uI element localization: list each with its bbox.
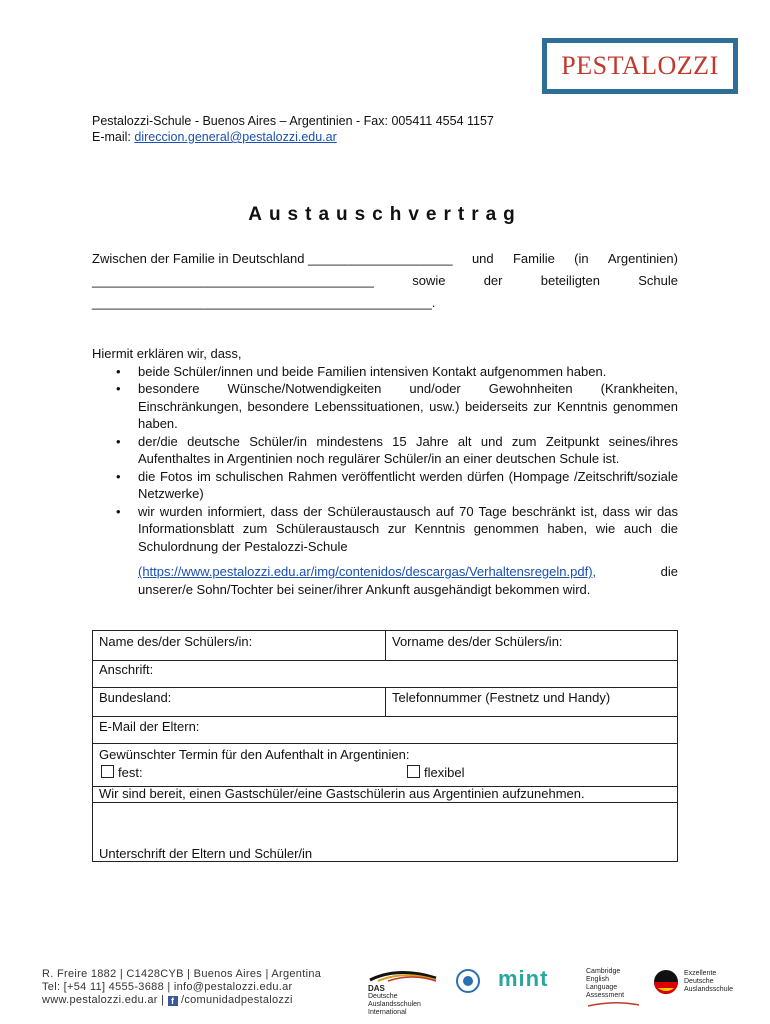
facebook-icon[interactable]: f (168, 996, 178, 1006)
declaration-item: • der/die deutsche Schüler/in mindestens 15 Jahre alt und zum Zeitpunkt seines/ihres Aufenthaltes in Argentinien noch regulärer Schüler/in an einer deutschen Schule ist. (116, 433, 678, 466)
anschrift-field-label[interactable]: Anschrift: (99, 662, 154, 677)
fest-option[interactable] (101, 765, 143, 780)
footer-line: www.pestalozzi.edu.ar | f /comunidadpestalozzi (42, 994, 293, 1006)
intro-text: der (483, 273, 503, 288)
intro-text: sowie (412, 273, 446, 288)
bullet-icon: • (116, 468, 121, 484)
termin-label: Gewünschter Termin für den Aufenthalt in Argentinien: (99, 747, 410, 762)
declaration-section (92, 345, 678, 598)
form-divider (93, 660, 677, 661)
signature-label[interactable]: Unterschrift der Eltern und Schüler/in (99, 846, 313, 861)
intro-text: Familie (512, 251, 555, 266)
intro-text: (in (574, 251, 589, 266)
german-flag-seal-icon (652, 968, 680, 996)
form-column-divider (385, 631, 386, 660)
ref-text: die (660, 564, 678, 579)
cambridge-logo: Cambridge English Language Assessment (586, 968, 641, 1011)
email-label: E-mail: (92, 130, 135, 144)
form-column-divider (385, 687, 386, 716)
footer-line: Tel: [+54 11] 4555-3688 | info@pestalozzi.edu.ar (42, 981, 293, 993)
bullet-icon: • (116, 381, 121, 396)
bullet-icon: • (116, 363, 121, 379)
fest-checkbox[interactable] (101, 765, 114, 778)
intro-line-3: _______________________________________________. (92, 295, 436, 310)
intro-text: und (471, 251, 494, 266)
ref-text: unserer/e Sohn/Tochter bei seiner/ihrer Ankunft ausgehändigt bekommen wird. (138, 581, 591, 597)
declaration-list (92, 363, 678, 556)
header-email-row (92, 129, 494, 145)
emblem-icon (455, 968, 481, 994)
form-divider (93, 802, 677, 803)
email-link[interactable]: direccion.general@pestalozzi.edu.ar (134, 130, 337, 144)
footer-line: R. Freire 1882 | C1428CYB | Buenos Aires | Argentina (42, 968, 322, 980)
flexibel-label: flexibel (424, 765, 465, 780)
host-statement: Wir sind bereit, einen Gastschüler/eine Gastschülerin aus Argentinien aufzunehmen. (99, 786, 585, 801)
name-field-label[interactable]: Name des/der Schülers/in: (99, 634, 253, 649)
flexibel-option[interactable] (407, 765, 464, 780)
form-divider (93, 743, 677, 744)
bundesland-field-label[interactable]: Bundesland: (99, 690, 172, 705)
rules-link[interactable]: (https://www.pestalozzi.edu.ar/img/contenidos/descargas/Verhaltensregeln.pdf), (138, 564, 597, 579)
declaration-item: • besondere Wünsche/Notwendigkeiten und/oder Gewohnheiten (Krankheiten, Einschränkungen, besondere Lebenssituationen, usw.) beiderseits zur Kenntnis genommen haben. (116, 381, 678, 431)
declaration-item: • beide Schüler/innen und beide Familien intensiven Kontakt aufgenommen haben. (116, 363, 607, 379)
intro-blank: _______________________________________ (92, 273, 374, 288)
logo-text: PESTALOZZI (561, 51, 719, 80)
header-address: Pestalozzi-Schule - Buenos Aires – Argentinien - Fax: 005411 4554 1157 (92, 114, 494, 128)
school-header (92, 113, 494, 145)
das-swoosh-icon (368, 968, 438, 982)
declaration-lead: Hiermit erklären wir, dass, (92, 346, 242, 361)
intro-text: beteiligten (540, 273, 601, 288)
vorname-field-label[interactable]: Vorname des/der Schülers/in: (392, 634, 563, 649)
flexibel-checkbox[interactable] (407, 765, 420, 778)
bullet-icon: • (116, 433, 121, 449)
das-logo: DAS Deutsche Auslandsschulen International (368, 968, 438, 1017)
cambridge-swoosh-icon (586, 1000, 641, 1008)
form-divider (93, 716, 677, 717)
exzellente-logo: Exzellente Deutsche Auslandsschule (652, 968, 732, 996)
intro-text: Zwischen der Familie in Deutschland ____________________ (92, 251, 453, 266)
footer-address (42, 968, 321, 1007)
mint-logo: mint (498, 966, 549, 991)
school-emblem-logo (455, 968, 481, 997)
student-form (92, 630, 678, 862)
intro-text: Argentinien) (607, 251, 678, 266)
telefon-field-label[interactable]: Telefonnummer (Festnetz und Handy) (392, 690, 611, 705)
email-field-label[interactable]: E-Mail der Eltern: (99, 719, 200, 734)
rules-reference (92, 563, 678, 598)
document-title: Austauschvertrag (248, 204, 522, 225)
declaration-item: • wir wurden informiert, dass der Schüleraustausch auf 70 Tage beschränkt ist, dass wir das Informationsblatt zum Schüleraustausch zur Kenntnis genommen haben, wie auch die Schulordnung der Pestalozzi-Schule (116, 503, 678, 554)
bullet-icon: • (116, 503, 121, 519)
intro-paragraph (92, 248, 678, 314)
fest-label: fest: (118, 765, 143, 780)
declaration-item: • die Fotos im schulischen Rahmen veröffentlicht werden dürfen (Hompage /Zeitschrift/soziale Netzwerke) (116, 468, 678, 501)
pestalozzi-logo (542, 38, 738, 94)
intro-line-2 (92, 270, 678, 292)
intro-line-1 (92, 248, 678, 270)
intro-text: Schule (638, 273, 678, 288)
